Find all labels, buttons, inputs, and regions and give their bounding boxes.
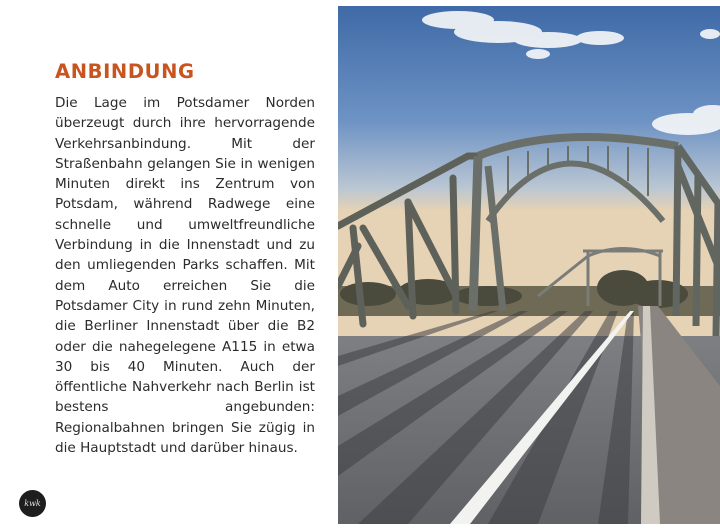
section-paragraph: Die Lage im Potsdamer Norden überzeugt durch ihre hervorragende Verkehrsanbindung. Mit der Straßenbahn gelangen Sie in wenigen Minuten direkt ins Zentrum von Potsdam, während Radwege eine schnelle und umweltfreundliche Verbindung in die Innenstadt und zu den umliegenden Parks schaffen. Mit dem Auto erreichen Sie die Potsdamer City in rund zehn Minuten, die Berliner Innenstadt über die B2 oder die nahegelegene A115 in etwa 30 bis 40 Minuten. Auch der öffentliche Nahverkehr nach Berlin ist bestens angebunden: Regionalbahnen bringen Sie zügig in die Hauptstadt und darüber hinaus. [55, 95, 315, 457]
logo-text: kwk [24, 498, 41, 508]
brand-logo [19, 490, 46, 517]
bridge-photo-svg [338, 6, 720, 524]
section-heading: ANBINDUNG [55, 60, 195, 83]
bridge-photo [338, 6, 720, 524]
text-column [55, 60, 315, 458]
